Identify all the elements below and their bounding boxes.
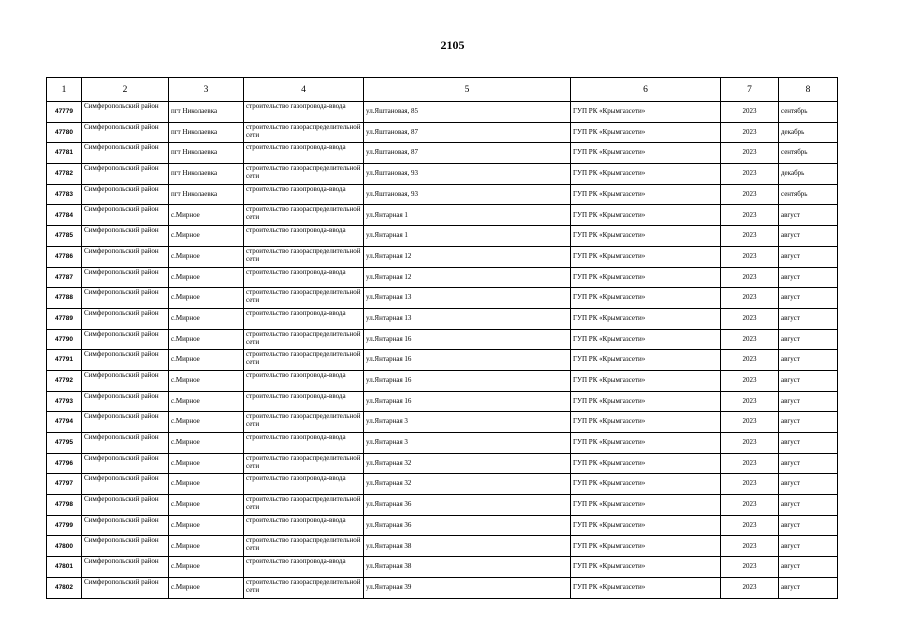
table-cell: 47800 [47,536,82,557]
table-cell: с.Мирное [169,391,244,412]
table-cell: с.Мирное [169,577,244,598]
table-cell: ул.Янтарная 39 [364,577,571,598]
table-cell: строительство газопровода-ввода [244,267,364,288]
table-cell: ГУП РК «Крымгазсети» [571,495,721,516]
table-cell: сентябрь [779,143,838,164]
table-cell: Симферопольский район [82,391,169,412]
table-cell: ул.Яштановая, 85 [364,102,571,123]
table-cell: строительство газопровода-ввода [244,515,364,536]
table-cell: с.Мирное [169,515,244,536]
table-cell: ГУП РК «Крымгазсети» [571,246,721,267]
table-cell: строительство газораспределительной сети [244,329,364,350]
table-cell: строительство газопровода-ввода [244,370,364,391]
table-cell: ул.Янтарная 13 [364,288,571,309]
table-cell: 2023 [721,184,779,205]
table-row [47,226,838,247]
table-cell: август [779,350,838,371]
table-cell: август [779,412,838,433]
table-cell: с.Мирное [169,370,244,391]
table-cell: Симферопольский район [82,536,169,557]
table-cell: с.Мирное [169,308,244,329]
table-cell: 2023 [721,143,779,164]
table-cell: ул.Янтарная 32 [364,474,571,495]
table-cell: Симферопольский район [82,122,169,143]
table-cell: 2023 [721,557,779,578]
table-row [47,329,838,350]
table-cell: 2023 [721,453,779,474]
table-cell: с.Мирное [169,267,244,288]
table-cell: ГУП РК «Крымгазсети» [571,577,721,598]
table-cell: 2023 [721,267,779,288]
table-cell: строительство газопровода-ввода [244,143,364,164]
table-cell: с.Мирное [169,557,244,578]
table-cell: август [779,226,838,247]
table-cell: ГУП РК «Крымгазсети» [571,412,721,433]
table-cell: строительство газораспределительной сети [244,412,364,433]
table-body [47,102,838,599]
table-cell: 2023 [721,515,779,536]
table-cell: строительство газораспределительной сети [244,246,364,267]
table-cell: 2023 [721,102,779,123]
table-cell: 47793 [47,391,82,412]
table-row [47,288,838,309]
table-cell: строительство газопровода-ввода [244,226,364,247]
table-cell: ул.Янтарная 38 [364,536,571,557]
table-cell: Симферопольский район [82,288,169,309]
table-cell: ГУП РК «Крымгазсети» [571,184,721,205]
table-row [47,143,838,164]
table-cell: август [779,536,838,557]
table-cell: строительство газопровода-ввода [244,433,364,454]
page-number: 2105 [440,38,465,52]
table-cell: 47797 [47,474,82,495]
table-cell: декабрь [779,122,838,143]
table-cell: Симферопольский район [82,143,169,164]
table-cell: 47792 [47,370,82,391]
table-cell: с.Мирное [169,495,244,516]
table-row [47,557,838,578]
column-header: 1 [47,78,82,102]
table-cell: ГУП РК «Крымгазсети» [571,143,721,164]
table-cell: строительство газопровода-ввода [244,474,364,495]
table-cell: Симферопольский район [82,102,169,123]
table-cell: ул.Янтарная 16 [364,370,571,391]
table-cell: ул.Янтарная 32 [364,453,571,474]
table-row [47,164,838,185]
table-cell: ул.Яштановая, 93 [364,184,571,205]
table-cell: ул.Янтарная 16 [364,329,571,350]
table-cell: ул.Янтарная 1 [364,205,571,226]
table-cell: ул.Янтарная 13 [364,308,571,329]
table-row [47,308,838,329]
table-cell: строительство газопровода-ввода [244,102,364,123]
table-cell: ул.Янтарная 3 [364,433,571,454]
table-cell: 47795 [47,433,82,454]
table-cell: 2023 [721,536,779,557]
table-cell: Симферопольский район [82,267,169,288]
register-table [46,77,838,599]
table-cell: Симферопольский район [82,350,169,371]
table-cell: Симферопольский район [82,515,169,536]
table-cell: Симферопольский район [82,557,169,578]
table-cell: Симферопольский район [82,246,169,267]
table-cell: ГУП РК «Крымгазсети» [571,164,721,185]
table-cell: 47788 [47,288,82,309]
column-header: 3 [169,78,244,102]
table-cell: Симферопольский район [82,577,169,598]
table-cell: 2023 [721,308,779,329]
table-cell: Симферопольский район [82,164,169,185]
table-cell: Симферопольский район [82,433,169,454]
table-cell: 2023 [721,329,779,350]
table-cell: 47791 [47,350,82,371]
table-row [47,412,838,433]
table-cell: август [779,246,838,267]
table-cell: с.Мирное [169,433,244,454]
table-cell: 47780 [47,122,82,143]
table-cell: август [779,288,838,309]
table-cell: 47781 [47,143,82,164]
table-cell: ГУП РК «Крымгазсети» [571,205,721,226]
table-cell: август [779,577,838,598]
table-cell: август [779,391,838,412]
table-cell: сентябрь [779,184,838,205]
table-row [47,495,838,516]
table-row [47,577,838,598]
table-cell: строительство газопровода-ввода [244,184,364,205]
table-row [47,350,838,371]
table-cell: ул.Яштановая, 87 [364,143,571,164]
table-cell: 47786 [47,246,82,267]
table-cell: строительство газораспределительной сети [244,164,364,185]
table-cell: ул.Янтарная 36 [364,495,571,516]
table-cell: ул.Янтарная 3 [364,412,571,433]
table-cell: ул.Янтарная 1 [364,226,571,247]
table-cell: 47789 [47,308,82,329]
table-cell: 2023 [721,370,779,391]
table-cell: ул.Янтарная 12 [364,267,571,288]
table-cell: ГУП РК «Крымгазсети» [571,122,721,143]
table-cell: 47801 [47,557,82,578]
table-cell: 47779 [47,102,82,123]
table-row [47,536,838,557]
table-cell: август [779,370,838,391]
table-cell: Симферопольский район [82,495,169,516]
table-row [47,122,838,143]
table-cell: 47798 [47,495,82,516]
column-header: 4 [244,78,364,102]
table-cell: декабрь [779,164,838,185]
table-row [47,391,838,412]
table-cell: Симферопольский район [82,474,169,495]
table-cell: Симферопольский район [82,184,169,205]
table-cell: ул.Янтарная 38 [364,557,571,578]
table-cell: ГУП РК «Крымгазсети» [571,308,721,329]
table-row [47,246,838,267]
table-cell: 47787 [47,267,82,288]
table-cell: пгт Николаевка [169,184,244,205]
table-cell: 2023 [721,495,779,516]
table-cell: Симферопольский район [82,453,169,474]
table-cell: ГУП РК «Крымгазсети» [571,329,721,350]
table-cell: Симферопольский район [82,205,169,226]
table-cell: 2023 [721,577,779,598]
table-cell: ГУП РК «Крымгазсети» [571,350,721,371]
table-cell: 47785 [47,226,82,247]
table-cell: 47799 [47,515,82,536]
header-row [47,78,838,102]
table-cell: ГУП РК «Крымгазсети» [571,370,721,391]
table-cell: Симферопольский район [82,412,169,433]
table-row [47,267,838,288]
table-cell: с.Мирное [169,226,244,247]
table-cell: 47790 [47,329,82,350]
table-cell: пгт Николаевка [169,122,244,143]
table-row [47,370,838,391]
table-cell: с.Мирное [169,474,244,495]
table-cell: строительство газораспределительной сети [244,350,364,371]
table-cell: август [779,205,838,226]
column-header: 6 [571,78,721,102]
table-cell: Симферопольский район [82,329,169,350]
table-cell: с.Мирное [169,412,244,433]
table-cell: 2023 [721,246,779,267]
table-cell: строительство газораспределительной сети [244,495,364,516]
table-cell: ул.Янтарная 12 [364,246,571,267]
table-cell: 2023 [721,288,779,309]
table-cell: август [779,515,838,536]
table-cell: 2023 [721,391,779,412]
table-cell: август [779,308,838,329]
table-cell: с.Мирное [169,288,244,309]
table-cell: сентябрь [779,102,838,123]
table-cell: с.Мирное [169,205,244,226]
table-cell: строительство газопровода-ввода [244,391,364,412]
table-cell: строительство газопровода-ввода [244,557,364,578]
table-cell: 2023 [721,433,779,454]
table-cell: 2023 [721,412,779,433]
table-cell: строительство газораспределительной сети [244,122,364,143]
table-cell: август [779,495,838,516]
table-row [47,205,838,226]
table-cell: ГУП РК «Крымгазсети» [571,102,721,123]
table-cell: 47802 [47,577,82,598]
table-cell: Симферопольский район [82,308,169,329]
table-cell: ГУП РК «Крымгазсети» [571,288,721,309]
table-cell: с.Мирное [169,453,244,474]
table-cell: ГУП РК «Крымгазсети» [571,433,721,454]
table-cell: 2023 [721,350,779,371]
table-cell: ул.Яштановая, 93 [364,164,571,185]
table-cell: ул.Янтарная 16 [364,350,571,371]
table-cell: пгт Николаевка [169,102,244,123]
table-row [47,453,838,474]
table-cell: 2023 [721,205,779,226]
column-header: 5 [364,78,571,102]
table-cell: 2023 [721,164,779,185]
table-cell: ул.Яштановая, 87 [364,122,571,143]
column-header: 2 [82,78,169,102]
table-cell: ГУП РК «Крымгазсети» [571,515,721,536]
table-cell: 47794 [47,412,82,433]
table-cell: строительство газораспределительной сети [244,453,364,474]
table-row [47,515,838,536]
table-row [47,184,838,205]
table-row [47,102,838,123]
table-cell: август [779,267,838,288]
table-cell: ул.Янтарная 16 [364,391,571,412]
table-cell: с.Мирное [169,246,244,267]
table-cell: август [779,329,838,350]
table-cell: ГУП РК «Крымгазсети» [571,557,721,578]
table-cell: 47782 [47,164,82,185]
table-cell: ГУП РК «Крымгазсети» [571,267,721,288]
table-cell: с.Мирное [169,329,244,350]
column-header: 8 [779,78,838,102]
table-cell: Симферопольский район [82,226,169,247]
table-cell: пгт Николаевка [169,164,244,185]
table-cell: ГУП РК «Крымгазсети» [571,453,721,474]
table-cell: 47784 [47,205,82,226]
table-cell: ул.Янтарная 36 [364,515,571,536]
table-cell: строительство газораспределительной сети [244,205,364,226]
table-cell: август [779,557,838,578]
table-cell: с.Мирное [169,350,244,371]
table-cell: строительство газораспределительной сети [244,288,364,309]
table-cell: ГУП РК «Крымгазсети» [571,226,721,247]
table-cell: строительство газораспределительной сети [244,536,364,557]
table-cell: строительство газопровода-ввода [244,308,364,329]
table-cell: 2023 [721,122,779,143]
table-row [47,433,838,454]
table-cell: ГУП РК «Крымгазсети» [571,391,721,412]
table-cell: ГУП РК «Крымгазсети» [571,474,721,495]
column-header: 7 [721,78,779,102]
table-cell: строительство газораспределительной сети [244,577,364,598]
table-cell: пгт Николаевка [169,143,244,164]
table-cell: 2023 [721,474,779,495]
table-cell: 47783 [47,184,82,205]
table-row [47,474,838,495]
table-cell: Симферопольский район [82,370,169,391]
table-cell: ГУП РК «Крымгазсети» [571,536,721,557]
table-cell: 47796 [47,453,82,474]
table-cell: август [779,453,838,474]
table-cell: август [779,474,838,495]
table-cell: с.Мирное [169,536,244,557]
table-cell: 2023 [721,226,779,247]
table-cell: август [779,433,838,454]
